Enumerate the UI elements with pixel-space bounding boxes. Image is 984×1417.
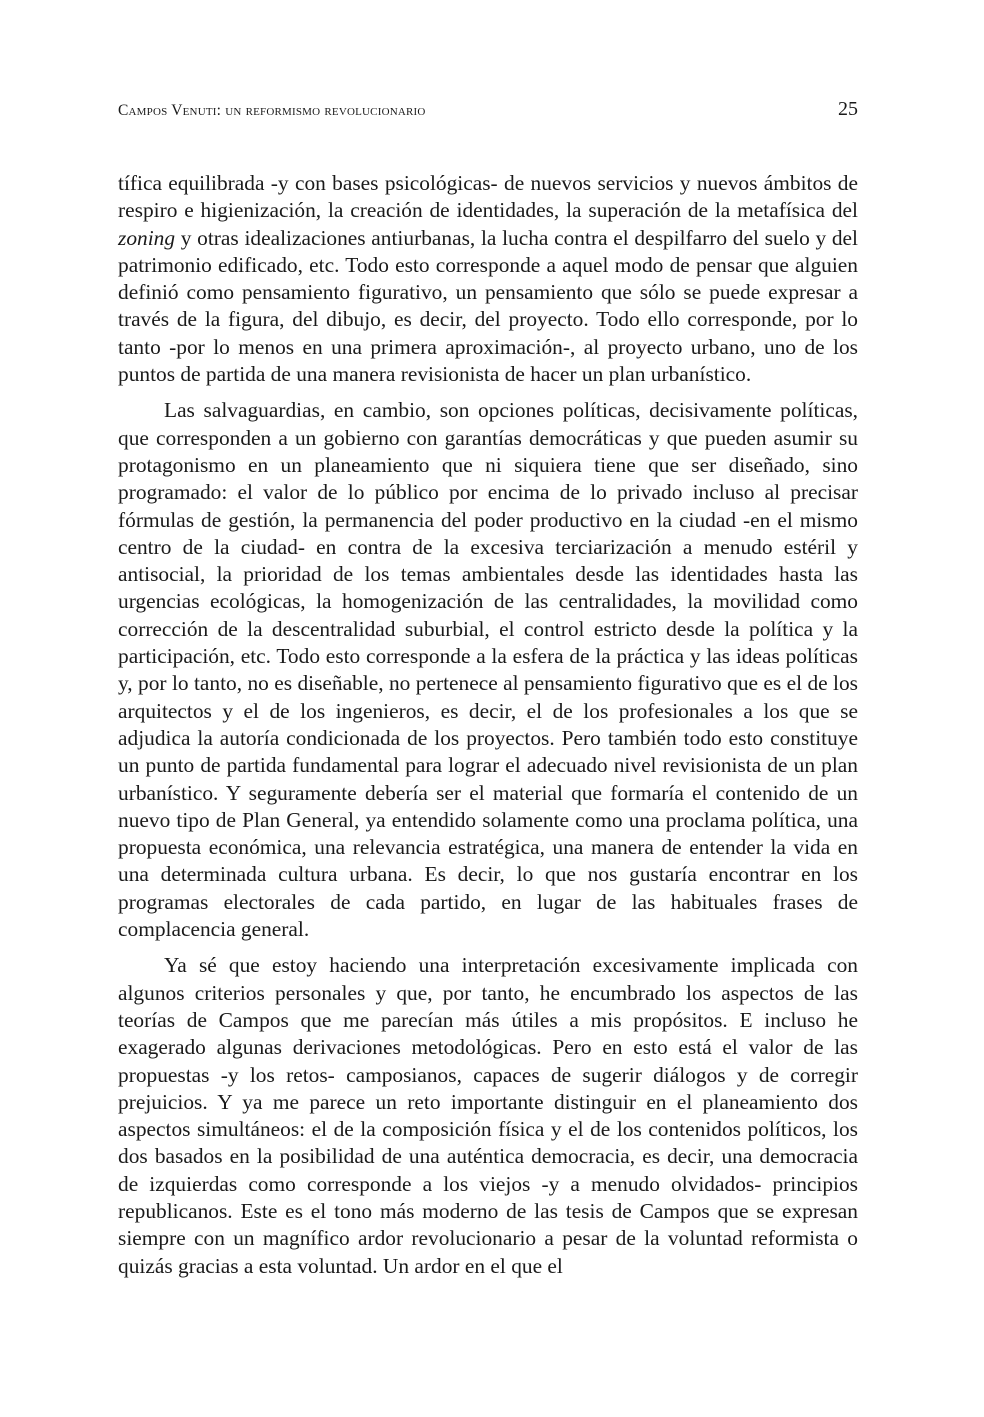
running-header-title: Campos Venuti: un reformismo revolucionario (118, 102, 426, 119)
emphasis-term: zoning (118, 225, 176, 250)
paragraph-interpretacion: Ya sé que estoy haciendo una interpretación excesivamente implicada con algunos criterios personales y que, por tanto, he encumbrado los aspectos de las teorías de Campos que me parecían más útiles a mis propósitos. E incluso he exagerado algunas derivaciones metodológicas. Pero en esto está el valor de las propuestas -y los retos- camposianos, capaces de sugerir diálogos y de corregir prejuicios. Y ya me parece un reto importante distinguir en el planeamiento dos aspectos simultáneos: el de la composición física y el de los contenidos políticos, los dos basados en la posibilidad de una auténtica democracia, es decir, una democracia de izquierdas como corresponde a los viejos -y a menudo olvidados- principios republicanos. Este es el tono más moderno de las tesis de Campos que se expresan siempre con un magnífico ardor revolucionario a pesar de la voluntad reformista o quizás gracias a esta voluntad. Un ardor en el que el (118, 953, 858, 1278)
body-text (118, 170, 858, 1280)
paragraph-text: tífica equilibrada -y con bases psicológicas- de nuevos servicios y nuevos ámbitos de respiro e higienización, la creación de identidades, la superación de la metafísica del (118, 171, 858, 223)
paragraph-salvaguardias: Las salvaguardias, en cambio, son opciones políticas, decisivamente políticas, que corresponden a un gobierno con garantías democráticas y que pueden asumir su protagonismo en un planeamiento que ni siquiera tiene que ser diseñado, sino programado: el valor de lo público por encima de lo privado incluso al precisar fórmulas de gestión, la permanencia del poder productivo en la ciudad -en el mismo centro de la ciudad- en contra de la excesiva terciarización a menudo estéril y antisocial, la prioridad de los temas ambientales desde las identidades hasta las urgencias ecológicas, la homogenización de las centralidades, la movilidad como corrección de la descentralidad suburbial, el control estricto desde la política y la participación, etc. Todo esto corresponde a la esfera de la práctica y las ideas políticas y, por lo tanto, no es diseñable, no pertenece al pensamiento figurativo que es el de los arquitectos y el de los ingenieros, es decir, el de los profesionales a los que se adjudica la autoría condicionada de los proyectos. Pero también todo esto constituye un punto de partida fundamental para lograr el adecuado nivel revisionista de un plan urbanístico. Y seguramente debería ser el material que formaría el contenido de un nuevo tipo de Plan General, ya entendido solamente como una proclama política, una propuesta económica, una relevancia estratégica, una manera de entender la vida en una determinada cultura urbana. Es decir, lo que nos gustaría encontrar en los programas electorales de cada partido, en lugar de las habituales frases de complacencia general. (118, 398, 858, 942)
paragraph-text: y otras idealizaciones antiurbanas, la lucha contra el despilfarro del suelo y del patrimonio edificado, etc. Todo esto corresponde a aquel modo de pensar que alguien definió como pensamiento figurativo, un pensamiento que sólo se puede expresar a través de la figura, del dibujo, es decir, del proyecto. Todo ello corresponde, por lo tanto -por lo menos en una primera aproximación-, al proyecto urbano, uno de los puntos de partida de una manera revisionista de hacer un plan urbanístico. (118, 225, 858, 387)
running-header (118, 98, 858, 128)
page-number: 25 (838, 98, 858, 120)
paragraph-continuation (118, 170, 858, 388)
